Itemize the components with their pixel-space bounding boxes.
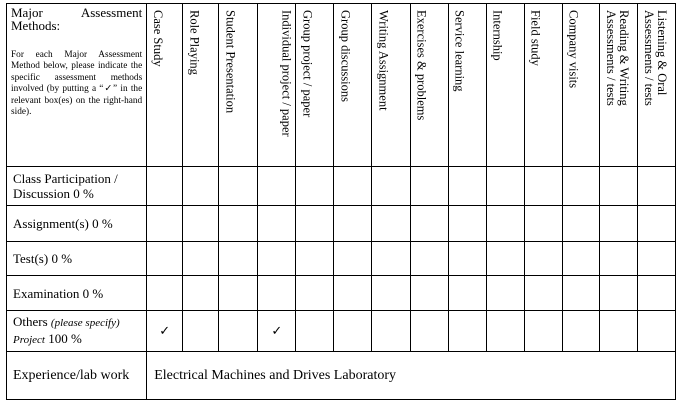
method-header-field-study: Field study	[524, 4, 562, 167]
check-cell[interactable]	[410, 242, 448, 276]
check-cell[interactable]	[448, 206, 486, 242]
check-mark-individual-project[interactable]: ✓	[258, 311, 296, 352]
check-cell[interactable]	[296, 206, 334, 242]
check-cell[interactable]	[599, 167, 637, 206]
check-cell[interactable]	[524, 206, 562, 242]
method-header-reading-writing: Reading & Writing Assessments / tests	[599, 4, 637, 167]
check-cell[interactable]	[219, 276, 258, 311]
check-cell[interactable]	[562, 311, 599, 352]
row-label-assignments: Assignment(s) 0 %	[7, 206, 147, 242]
table-row	[7, 311, 676, 352]
method-header-group-project: Group project / paper	[296, 4, 334, 167]
check-cell[interactable]	[219, 242, 258, 276]
method-header-student-presentation: Student Presentation	[219, 4, 258, 167]
method-header-writing-assignment: Writing Assignment	[372, 4, 410, 167]
check-cell[interactable]	[637, 167, 675, 206]
method-header-group-discussions: Group discussions	[334, 4, 372, 167]
check-cell[interactable]	[637, 242, 675, 276]
method-header-individual-project: Individual project / paper	[258, 4, 296, 167]
check-cell[interactable]	[524, 242, 562, 276]
row-label-tests: Test(s) 0 %	[7, 242, 147, 276]
check-cell[interactable]	[410, 167, 448, 206]
check-cell[interactable]	[183, 276, 219, 311]
check-cell[interactable]	[448, 311, 486, 352]
check-cell[interactable]	[258, 167, 296, 206]
check-cell[interactable]	[524, 311, 562, 352]
check-cell[interactable]	[334, 276, 372, 311]
check-cell[interactable]	[410, 311, 448, 352]
check-cell[interactable]	[258, 242, 296, 276]
check-cell[interactable]	[183, 167, 219, 206]
experience-row	[7, 352, 676, 400]
check-cell[interactable]	[486, 167, 524, 206]
row-label-examination: Examination 0 %	[7, 276, 147, 311]
check-cell[interactable]	[147, 167, 183, 206]
method-header-case-study: Case Study	[147, 4, 183, 167]
table-row	[7, 206, 676, 242]
check-cell[interactable]	[637, 276, 675, 311]
check-cell[interactable]	[410, 276, 448, 311]
method-header-exercises-problems: Exercises & problems	[410, 4, 448, 167]
check-cell[interactable]	[334, 242, 372, 276]
check-cell[interactable]	[258, 276, 296, 311]
check-cell[interactable]	[562, 276, 599, 311]
check-cell[interactable]	[637, 311, 675, 352]
check-cell[interactable]	[372, 311, 410, 352]
check-cell[interactable]	[296, 276, 334, 311]
check-cell[interactable]	[486, 206, 524, 242]
method-header-company-visits: Company visits	[562, 4, 599, 167]
table-row	[7, 276, 676, 311]
check-cell[interactable]	[147, 242, 183, 276]
check-cell[interactable]	[219, 167, 258, 206]
check-cell[interactable]	[183, 242, 219, 276]
check-cell[interactable]	[147, 206, 183, 242]
experience-label: Experience/lab work	[7, 352, 147, 400]
table-row	[7, 167, 676, 206]
check-cell[interactable]	[562, 206, 599, 242]
check-cell[interactable]	[599, 276, 637, 311]
check-cell[interactable]	[296, 167, 334, 206]
check-cell[interactable]	[599, 311, 637, 352]
check-cell[interactable]	[296, 311, 334, 352]
check-cell[interactable]	[258, 206, 296, 242]
title-left: Major	[11, 5, 43, 20]
check-cell[interactable]	[524, 167, 562, 206]
title-right: Assessment	[80, 5, 143, 20]
check-cell[interactable]	[183, 311, 219, 352]
method-header-service-learning: Service learning	[448, 4, 486, 167]
method-header-internship: Internship	[486, 4, 524, 167]
assessment-methods-table	[6, 3, 676, 400]
check-cell[interactable]	[372, 167, 410, 206]
header-instructions-cell	[7, 4, 147, 167]
check-cell[interactable]	[524, 276, 562, 311]
table-row	[7, 242, 676, 276]
check-cell[interactable]	[448, 242, 486, 276]
check-cell[interactable]	[183, 206, 219, 242]
check-cell[interactable]	[599, 242, 637, 276]
check-cell[interactable]	[562, 242, 599, 276]
experience-value: Electrical Machines and Drives Laboratory	[147, 352, 676, 400]
check-cell[interactable]	[372, 206, 410, 242]
instructions-text: For each Major Assessment Method below, please indicate the specific assessment methods involved (by putting a “✓” in the relevant box(es) on the right-hand side).	[11, 50, 143, 118]
check-cell[interactable]	[448, 167, 486, 206]
check-mark-case-study[interactable]: ✓	[147, 311, 183, 352]
check-cell[interactable]	[486, 242, 524, 276]
method-header-listening-oral: Listening & Oral Assessments / tests	[637, 4, 675, 167]
method-header-role-playing: Role Playing	[183, 4, 219, 167]
row-label-class-participation: Class Participation / Discussion 0 %	[7, 167, 147, 206]
check-cell[interactable]	[334, 311, 372, 352]
check-cell[interactable]	[410, 206, 448, 242]
check-cell[interactable]	[334, 167, 372, 206]
row-label-others: Others (please specify) Project 100 %	[7, 311, 147, 352]
check-cell[interactable]	[562, 167, 599, 206]
check-cell[interactable]	[486, 276, 524, 311]
check-cell[interactable]	[372, 242, 410, 276]
title-line2: Methods:	[11, 18, 61, 33]
check-cell[interactable]	[219, 206, 258, 242]
check-cell[interactable]	[296, 242, 334, 276]
check-cell[interactable]	[219, 311, 258, 352]
check-cell[interactable]	[147, 276, 183, 311]
check-cell[interactable]	[599, 206, 637, 242]
check-cell[interactable]	[334, 206, 372, 242]
check-cell[interactable]	[637, 206, 675, 242]
check-cell[interactable]	[372, 276, 410, 311]
check-cell[interactable]	[486, 311, 524, 352]
check-cell[interactable]	[448, 276, 486, 311]
header-row	[7, 4, 676, 167]
